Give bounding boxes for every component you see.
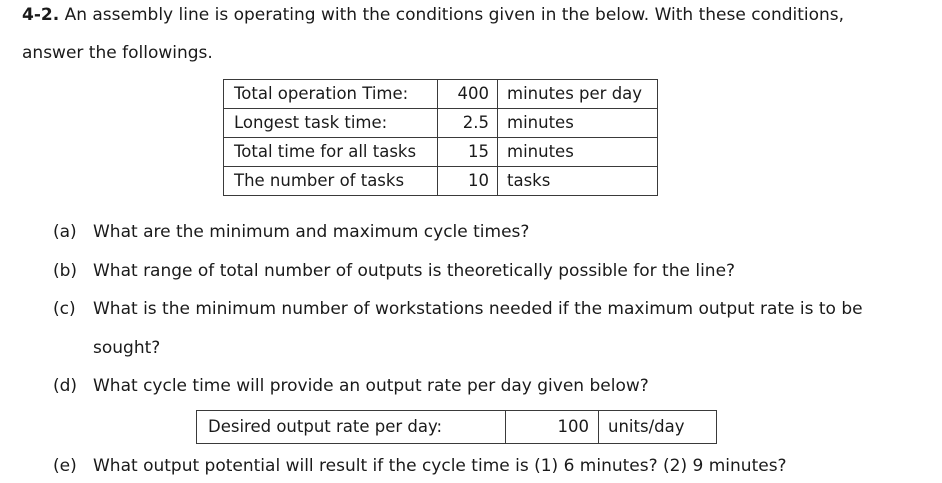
- problem-number: 4-2.: [22, 5, 60, 25]
- row-label: The number of tasks: [224, 167, 438, 196]
- row-value: 10: [438, 167, 498, 196]
- question-letter: (a): [53, 222, 77, 242]
- question-e: [53, 455, 787, 477]
- row-unit: minutes per day: [498, 80, 658, 109]
- question-text: What output potential will result if the cycle time is (1) 6 minutes? (2) 9 minutes?: [93, 456, 787, 476]
- rate-unit: units/day: [599, 411, 717, 444]
- question-c-continuation: sought?: [93, 338, 161, 358]
- question-text: What range of total number of outputs is theoretically possible for the line?: [93, 261, 736, 281]
- table-row: [224, 138, 658, 167]
- question-d: [53, 375, 649, 397]
- problem-intro-line2: answer the followings.: [22, 43, 213, 63]
- row-label: Longest task time:: [224, 109, 438, 138]
- problem-heading: [22, 4, 844, 26]
- question-letter: (b): [53, 261, 78, 281]
- conditions-table: [223, 79, 658, 196]
- row-value: 15: [438, 138, 498, 167]
- question-letter: (e): [53, 456, 77, 476]
- question-b: [53, 260, 735, 282]
- question-text: What is the minimum number of workstations needed if the maximum output rate is to be: [93, 299, 863, 319]
- table-row: [197, 411, 717, 444]
- rate-value: 100: [506, 411, 599, 444]
- output-rate-table: [196, 410, 717, 444]
- row-value: 2.5: [438, 109, 498, 138]
- row-value: 400: [438, 80, 498, 109]
- question-a: [53, 221, 529, 243]
- question-text: What cycle time will provide an output rate per day given below?: [93, 376, 649, 396]
- table-row: [224, 167, 658, 196]
- row-unit: minutes: [498, 138, 658, 167]
- row-unit: minutes: [498, 109, 658, 138]
- question-letter: (d): [53, 376, 78, 396]
- problem-intro-line1: An assembly line is operating with the conditions given in the below. With these conditions,: [64, 5, 845, 25]
- rate-label: Desired output rate per day:: [197, 411, 506, 444]
- table-row: [224, 80, 658, 109]
- row-label: Total time for all tasks: [224, 138, 438, 167]
- row-unit: tasks: [498, 167, 658, 196]
- table-row: [224, 109, 658, 138]
- question-c: [53, 298, 863, 320]
- question-letter: (c): [53, 299, 76, 319]
- question-text: What are the minimum and maximum cycle times?: [93, 222, 530, 242]
- row-label: Total operation Time:: [224, 80, 438, 109]
